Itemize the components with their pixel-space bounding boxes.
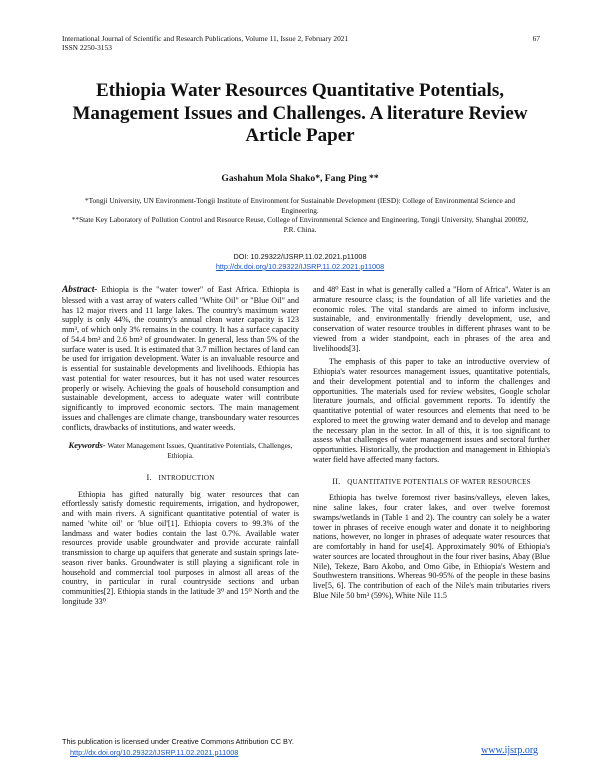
section-title: INTRODUCTION — [158, 473, 215, 482]
section-heading-introduction — [62, 473, 299, 484]
section-numeral: II. — [332, 476, 341, 486]
section-heading-quantitative — [313, 477, 550, 488]
issn: ISSN 2250-3153 — [62, 43, 112, 52]
affiliation-1: *Tongji University, UN Environment-Tongji Institute of Environment for Sustainable Development (IESD): College of Environmental Science and Engineering. — [84, 196, 516, 215]
doi-text: DOI: 10.29322/IJSRP.11.02.2021.p11008 — [233, 252, 367, 261]
author-list: Gashahun Mola Shako*, Fang Ping ** — [221, 173, 379, 184]
affiliation-2: **State Key Laboratory of Pollution Control and Resource Reuse, College of Environmental Science and Engineering, Tongji University, Shanghai 200092, P.R. China. — [71, 215, 529, 234]
keywords-text: Water Management Issues, Quantitative Potentials, Challenges, Ethiopia. — [105, 441, 293, 460]
license-notice: This publication is licensed under Creative Commons Attribution CC BY. — [62, 737, 294, 746]
doi-link[interactable]: http://dx.doi.org/10.29322/IJSRP.11.02.2021.p11008 — [215, 262, 385, 271]
quantitative-paragraph: Ethiopia has twelve foremost river basins/valleys, eleven lakes, nine saline lakes, four crater lakes, and over twelve foremost swamps/wetlands in (Table 1 and 2). The country can solely be a water tower in phrases of receive enough water and donate it to neighboring nations, however, no longer in phrases of adequate water resources that are comfortably in hand for use[4]. Approximately 90% of Ethiopia's water sources are located throughout in the four river basins, Abay (Blue Nile), Tekeze, Baro Akobo, and Omo Gibe, in Ethiopia's Western and Southwestern transitions. Whereas 90-95% of the people in these basins live[5, 6]. The contribution of each of the Nile's main tributaries rivers Blue Nile 50 bm³ (59%), White Nile 11.5 — [313, 493, 550, 600]
emphasis-paragraph: The emphasis of this paper to take an introductive overview of Ethiopia's water resources management issues, quantitative potentials, and their development potential and to inform the challenges and opportunities. The materials used for review websites, Google scholar literature journals, and official government reports. To identify the quantitative potential of water resources and elements that need to be explored to meet the growing water demand and to develop and manage the necessary plan in the sector. In all of this, it is too significant to assess what challenges of water management issues and sectoral further opportunities. Historically, the production and management in Ethiopia's water field have affected many factors. — [313, 357, 550, 464]
journal-citation: International Journal of Scientific and Research Publications, Volume 11, Issue 2, February 2021 — [62, 34, 349, 43]
left-column — [62, 285, 299, 607]
introduction-paragraph: Ethiopia has gifted naturally big water resources that can effortlessly satisfy domestic requirements, irrigation, and hydropower, and with main rivers. A significant quantitative potential of water is named 'white oil' or 'blue oil'[1]. Ethiopia covers to 99.3% of the landmass and water bodies contain the last 0.7%. Available water resources provide usable groundwater and provide accurate rainfall transmission to charge up aquifers that generate and sustain springs late-season river banks. Groundwater is still playing a significant role in household and commercial tool purposes in almost all areas of the country, in particular in rural countryside sections and urban communities[2]. Ethiopia stands in the latitude 3⁰ and 15⁰ North and the longitude 33⁰ — [62, 489, 299, 606]
running-header — [62, 34, 540, 52]
footer-doi-link[interactable]: http://dx.doi.org/10.29322/IJSRP.11.02.2021.p11008 — [70, 748, 239, 757]
keywords — [62, 441, 299, 461]
doi-block — [50, 252, 550, 272]
section-numeral: I. — [146, 472, 152, 482]
right-column — [313, 285, 550, 601]
journal-website-link[interactable]: www.ijsrp.org — [481, 745, 538, 756]
keywords-label: Keywords- — [68, 440, 106, 451]
abstract-text: Ethiopia is the "water tower" of East Africa. Ethiopia is blessed with a vast array of waters called "White Oil" or "Blue Oil" and has 12 major rivers and 11 large lakes. The country's maximum water supply is only 44%, the country's annual clean water capacity is 123 mm³, of which only 3% remains in the country. It has a surface capacity of 54.4 bm³ and 2.6 bm³ of groundwater. In general, less than 5% of the surface water is used. It is estimated that 3.7 million hectares of land can be used for irrigation development. Water is an invaluable resource and is essential for sustainable developments and livelihoods. Ethiopia has vast potential for water resources, but it has not used water resources properly or wisely. Achieving the goals of household consumption and sustainable development, access to adequate water will contribute significantly to improved economic sectors. The main management issues and challenges are climate change, transboundary water resources conflicts, drawbacks of institutions, and water weeds. — [62, 285, 299, 432]
article-title: Ethiopia Water Resources Quantitative Potentials, Management Issues and Challenges. A literature Review Article Paper — [72, 80, 528, 146]
abstract-label: Abstract- — [62, 285, 98, 295]
abstract — [62, 285, 299, 432]
section-title: QUANTITATIVE POTENTIALS OF WATER RESOURCES — [347, 477, 531, 486]
page-number: 67 — [532, 34, 540, 43]
introduction-continuation: and 48⁰ East in what is generally called a "Horn of Africa". Water is an armature resource class; is the foundation of all life varieties and the economic roles. The vital standards are aimed to inform inclusive, sustainable, and environmentally friendly development, use, and conservation of water resource troubles in different phrases want to be viewed from a wider standpoint, each in phrases of the area and livelihoods[3]. — [313, 285, 550, 353]
